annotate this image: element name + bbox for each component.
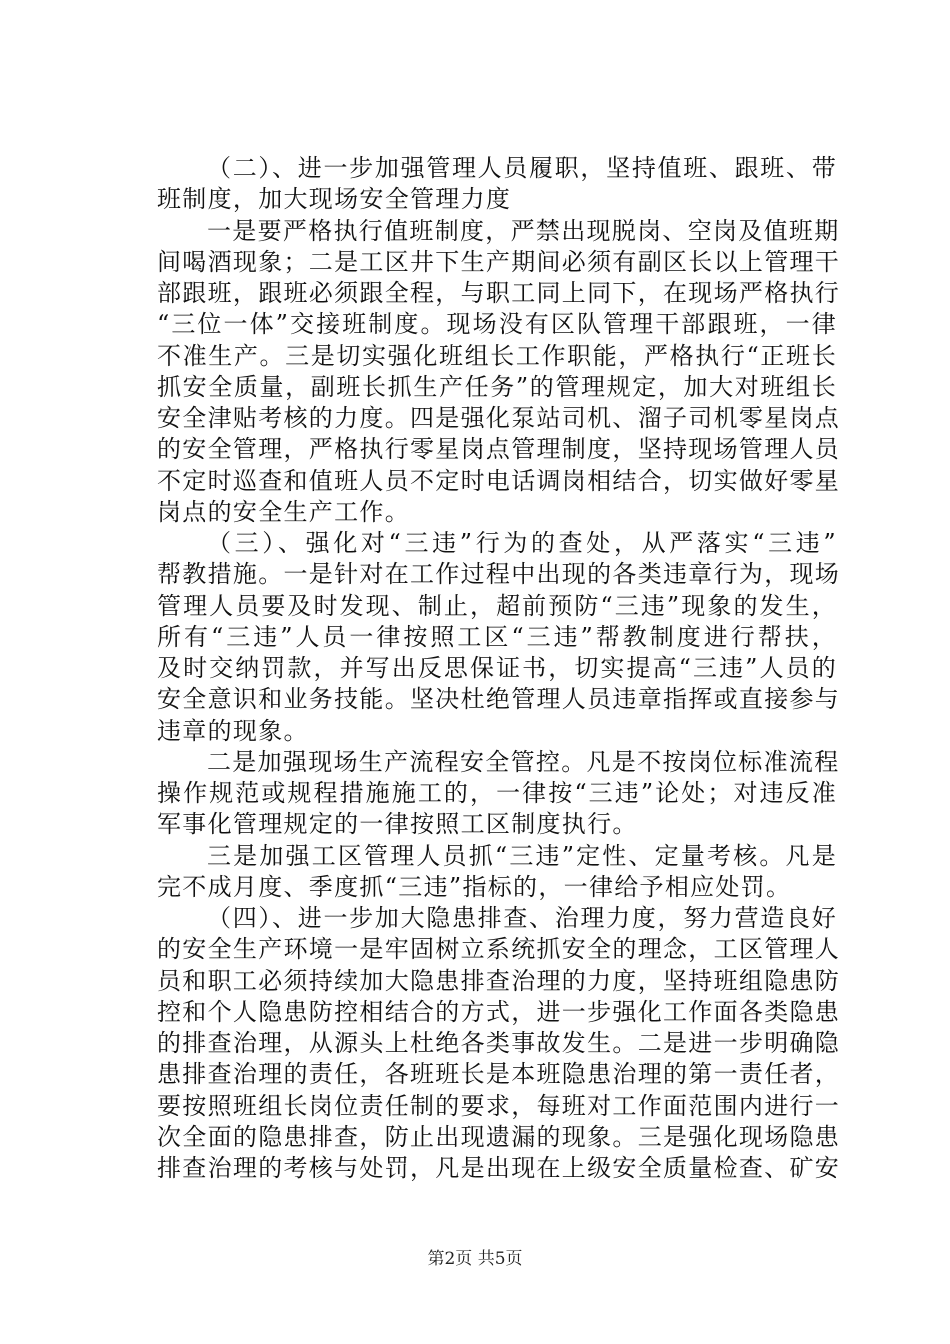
body-text-line: 岗点的安全生产工作。 xyxy=(157,497,410,526)
body-text-line: 间喝酒现象；二是工区井下生产期间必须有副区长以上管理干 xyxy=(157,247,841,276)
body-text-line: （三）、强化对“三违”行为的查处，从严落实“三违” xyxy=(207,529,837,557)
body-text-line: 患排查治理的责任，各班班长是本班隐患治理的第一责任者， xyxy=(157,1060,841,1089)
body-text-line: 一是要严格执行值班制度，严禁出现脱岗、空岗及值班期 xyxy=(207,216,840,245)
body-text-line: 员和职工必须持续加大隐患排查治理的力度，坚持班组隐患防 xyxy=(157,966,841,995)
body-text-line: 所有“三违”人员一律按照工区“三违”帮教制度进行帮扶， xyxy=(157,622,837,651)
body-text-line: 违章的现象。 xyxy=(157,716,309,745)
body-text-line: 管理人员要及时发现、制止，超前预防“三违”现象的发生， xyxy=(157,591,837,620)
body-text-line: 三是加强工区管理人员抓“三违”定性、定量考核。凡是 xyxy=(207,841,837,870)
body-text-line: 抓安全质量，副班长抓生产任务”的管理规定，加大对班组长 xyxy=(157,372,837,401)
body-text-line: 军事化管理规定的一律按照工区制度执行。 xyxy=(157,810,638,839)
body-text-line: 及时交纳罚款，并写出反思保证书，切实提高“三违”人员的 xyxy=(157,654,837,682)
body-text-line: “三位一体”交接班制度。现场没有区队管理干部跟班，一律 xyxy=(157,310,837,339)
body-text-line: 的安全生产环境一是牢固树立系统抓安全的理念，工区管理人 xyxy=(157,935,841,964)
body-text-line: 操作规范或规程措施施工的，一律按“三违”论处；对违反准 xyxy=(157,779,837,807)
body-text-line: 不准生产。三是切实强化班组长工作职能，严格执行“正班长 xyxy=(157,341,837,370)
body-text-line: （四）、进一步加大隐患排查、治理力度，努力营造良好 xyxy=(207,904,837,932)
body-text-line: 不定时巡查和值班人员不定时电话调岗相结合，切实做好零星 xyxy=(157,466,841,495)
body-text-line: 安全意识和业务技能。坚决杜绝管理人员违章指挥或直接参与 xyxy=(157,685,841,714)
document-body xyxy=(157,153,841,1184)
body-text-line: 部跟班，跟班必须跟全程，与职工同上同下，在现场严格执行 xyxy=(157,279,841,307)
body-text-line: （二）、进一步加强管理人员履职，坚持值班、跟班、带 xyxy=(207,154,837,182)
body-text-line: 的安全管理，严格执行零星岗点管理制度，坚持现场管理人员 xyxy=(157,435,841,464)
body-text-line: 排查治理的考核与处罚，凡是出现在上级安全质量检查、矿安 xyxy=(157,1154,841,1182)
body-text-line: 二是加强现场生产流程安全管控。凡是不按岗位标准流程 xyxy=(207,747,840,776)
body-text-line: 完不成月度、季度抓“三违”指标的，一律给予相应处罚。 xyxy=(157,872,792,901)
body-text-line: 安全津贴考核的力度。四是强化泵站司机、溜子司机零星岗点 xyxy=(157,404,841,432)
body-text-line: 要按照班组长岗位责任制的要求，每班对工作面范围内进行一 xyxy=(157,1091,841,1120)
body-text-line: 帮教措施。一是针对在工作过程中出现的各类违章行为，现场 xyxy=(157,560,841,589)
body-text-line: 班制度，加大现场安全管理力度 xyxy=(157,185,512,214)
body-text-line: 的排查治理，从源头上杜绝各类事故发生。二是进一步明确隐 xyxy=(157,1029,841,1057)
page-footer: 第2页 共5页 xyxy=(427,1249,523,1269)
body-text-line: 次全面的隐患排查，防止出现遗漏的现象。三是强化现场隐患 xyxy=(157,1122,841,1151)
body-text-line: 控和个人隐患防控相结合的方式，进一步强化工作面各类隐患 xyxy=(157,997,841,1026)
